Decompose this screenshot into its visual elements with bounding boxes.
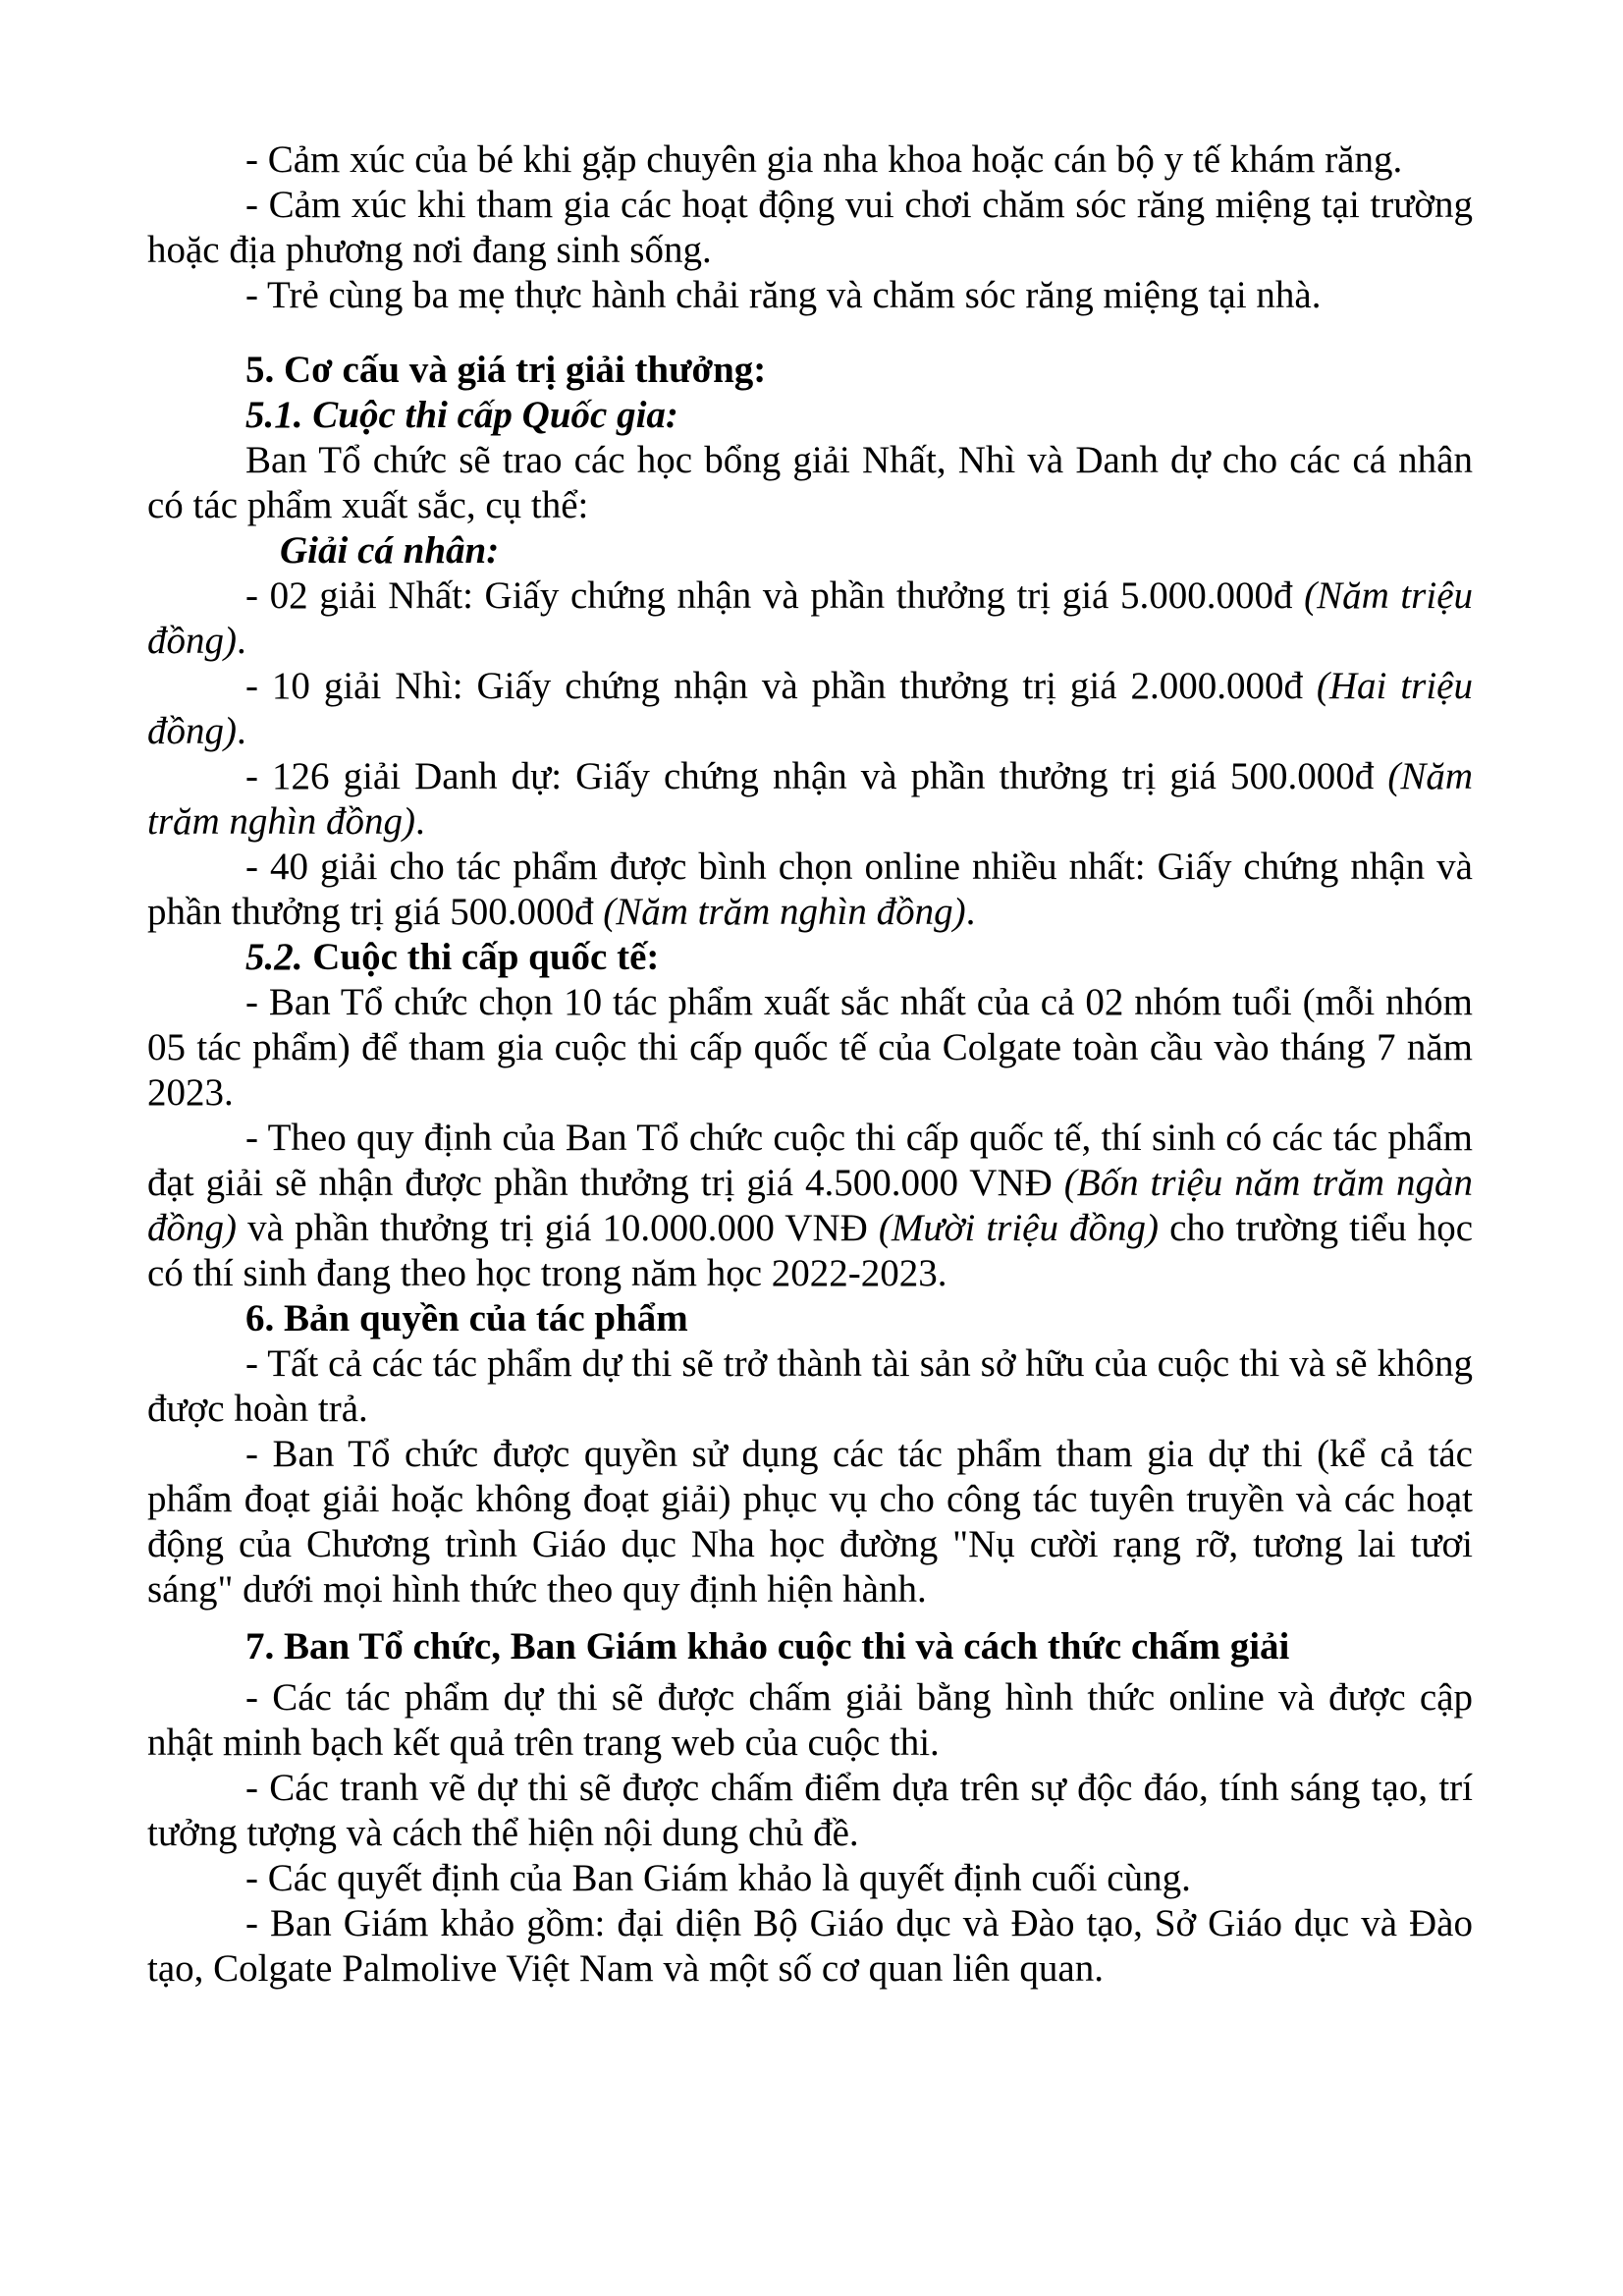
paragraph bbox=[147, 273, 1473, 318]
paragraph bbox=[147, 845, 1473, 935]
text-run: Giải cá nhân: bbox=[280, 529, 500, 572]
text-run: 6. Bản quyền của tác phẩm bbox=[245, 1297, 688, 1339]
paragraph bbox=[147, 754, 1473, 845]
text-run: - Ban Tổ chức chọn 10 tác phẩm xuất sắc nhất của cả 02 nhóm tuổi (mỗi nhóm 05 tác phẩm) để tham gia cuộc thi cấp quốc tế của Colgate toàn cầu vào tháng 7 năm 2023. bbox=[147, 981, 1473, 1114]
paragraph bbox=[147, 1856, 1473, 1901]
text-run: . bbox=[415, 800, 425, 843]
paragraph bbox=[147, 438, 1473, 528]
text-run: - 02 giải Nhất: Giấy chứng nhận và phần thưởng trị giá 5.000.000đ bbox=[245, 574, 1305, 617]
text-run: (Năm trăm nghìn đồng) bbox=[147, 755, 1473, 843]
text-run: - Theo quy định của Ban Tổ chức cuộc thi cấp quốc tế, thí sinh có các tác phẩm đạt giải sẽ nhận được phần thưởng trị giá 4.500.000 VNĐ bbox=[147, 1117, 1473, 1204]
text-run: - Các tác phẩm dự thi sẽ được chấm giải bằng hình thức online và được cập nhật minh bạch kết quả trên trang web của cuộc thi. bbox=[147, 1676, 1473, 1764]
text-run: - Trẻ cùng ba mẹ thực hành chải răng và chăm sóc răng miệng tại nhà. bbox=[245, 274, 1322, 316]
text-run: - Cảm xúc của bé khi gặp chuyên gia nha khoa hoặc cán bộ y tế khám răng. bbox=[245, 138, 1403, 181]
text-run: - Các tranh vẽ dự thi sẽ được chấm điểm dựa trên sự độc đáo, tính sáng tạo, trí tưởng tượng và cách thể hiện nội dung chủ đề. bbox=[147, 1767, 1473, 1854]
text-run: (Năm trăm nghìn đồng) bbox=[603, 891, 966, 933]
text-run: Cuộc thi cấp quốc tế: bbox=[312, 936, 660, 978]
paragraph bbox=[147, 1675, 1473, 1766]
text-run: - Ban Giám khảo gồm: đại diện Bộ Giáo dục và Đào tạo, Sở Giáo dục và Đào tạo, Colgate Palmolive Việt Nam và một số cơ quan liên quan. bbox=[147, 1902, 1473, 1990]
text-run: cho trường tiểu học có thí sinh đang theo học trong năm học 2022-2023. bbox=[147, 1207, 1474, 1294]
section-heading bbox=[147, 348, 1473, 393]
text-run: 5.2. bbox=[245, 936, 313, 978]
section-heading bbox=[147, 528, 1473, 574]
text-run: - 40 giải cho tác phẩm được bình chọn online nhiều nhất: Giấy chứng nhận và phần thưởng trị giá 500.000đ bbox=[147, 846, 1473, 933]
text-run: và phần thưởng trị giá 10.000.000 VNĐ bbox=[237, 1207, 879, 1249]
section-heading bbox=[147, 935, 1473, 980]
text-run: (Bốn triệu năm trăm ngàn đồng) bbox=[147, 1162, 1473, 1249]
paragraph bbox=[147, 980, 1473, 1116]
paragraph bbox=[147, 1341, 1473, 1432]
text-run: (Năm triệu đồng) bbox=[147, 574, 1474, 662]
paragraph bbox=[147, 1116, 1473, 1296]
text-run: . bbox=[237, 620, 246, 662]
paragraph bbox=[147, 183, 1473, 273]
paragraph bbox=[147, 137, 1473, 183]
text-run: . bbox=[237, 710, 246, 752]
section-heading bbox=[147, 1624, 1473, 1669]
text-run: (Mười triệu đồng) bbox=[878, 1207, 1160, 1249]
section-heading bbox=[147, 393, 1473, 438]
text-run: 5. Cơ cấu và giá trị giải thưởng: bbox=[245, 349, 767, 391]
paragraph bbox=[147, 664, 1473, 754]
paragraph bbox=[147, 1901, 1473, 1992]
section-heading bbox=[147, 1296, 1473, 1341]
text-run: - Tất cả các tác phẩm dự thi sẽ trở thành tài sản sở hữu của cuộc thi và sẽ không được hoàn trả. bbox=[147, 1342, 1473, 1430]
text-run: - 126 giải Danh dự: Giấy chứng nhận và phần thưởng trị giá 500.000đ bbox=[245, 755, 1388, 797]
text-run: - Ban Tổ chức được quyền sử dụng các tác phẩm tham gia dự thi (kể cả tác phẩm đoạt giải hoặc không đoạt giải) phục vụ cho công tác tuyên truyền và các hoạt động của Chương trình Giáo dục Nha học đường "Nụ cười rạng rỡ, tương lai tươi sáng" dưới mọi hình thức theo quy định hiện hành. bbox=[147, 1433, 1473, 1611]
text-run: 7. Ban Tổ chức, Ban Giám khảo cuộc thi và cách thức chấm giải bbox=[245, 1625, 1290, 1667]
text-run: (Hai triệu đồng) bbox=[147, 665, 1473, 752]
text-run: Ban Tổ chức sẽ trao các học bổng giải Nhất, Nhì và Danh dự cho các cá nhân có tác phẩm xuất sắc, cụ thể: bbox=[147, 439, 1473, 526]
text-run: - 10 giải Nhì: Giấy chứng nhận và phần thưởng trị giá 2.000.000đ bbox=[245, 665, 1317, 707]
paragraph bbox=[147, 1766, 1473, 1856]
text-run: 5.1. Cuộc thi cấp Quốc gia: bbox=[245, 394, 678, 436]
paragraph bbox=[147, 574, 1473, 664]
text-run: . bbox=[965, 891, 976, 933]
paragraph bbox=[147, 1432, 1473, 1613]
text-run: - Cảm xúc khi tham gia các hoạt động vui chơi chăm sóc răng miệng tại trường hoặc địa phương nơi đang sinh sống. bbox=[147, 184, 1473, 271]
text-run: - Các quyết định của Ban Giám khảo là quyết định cuối cùng. bbox=[245, 1857, 1191, 1899]
